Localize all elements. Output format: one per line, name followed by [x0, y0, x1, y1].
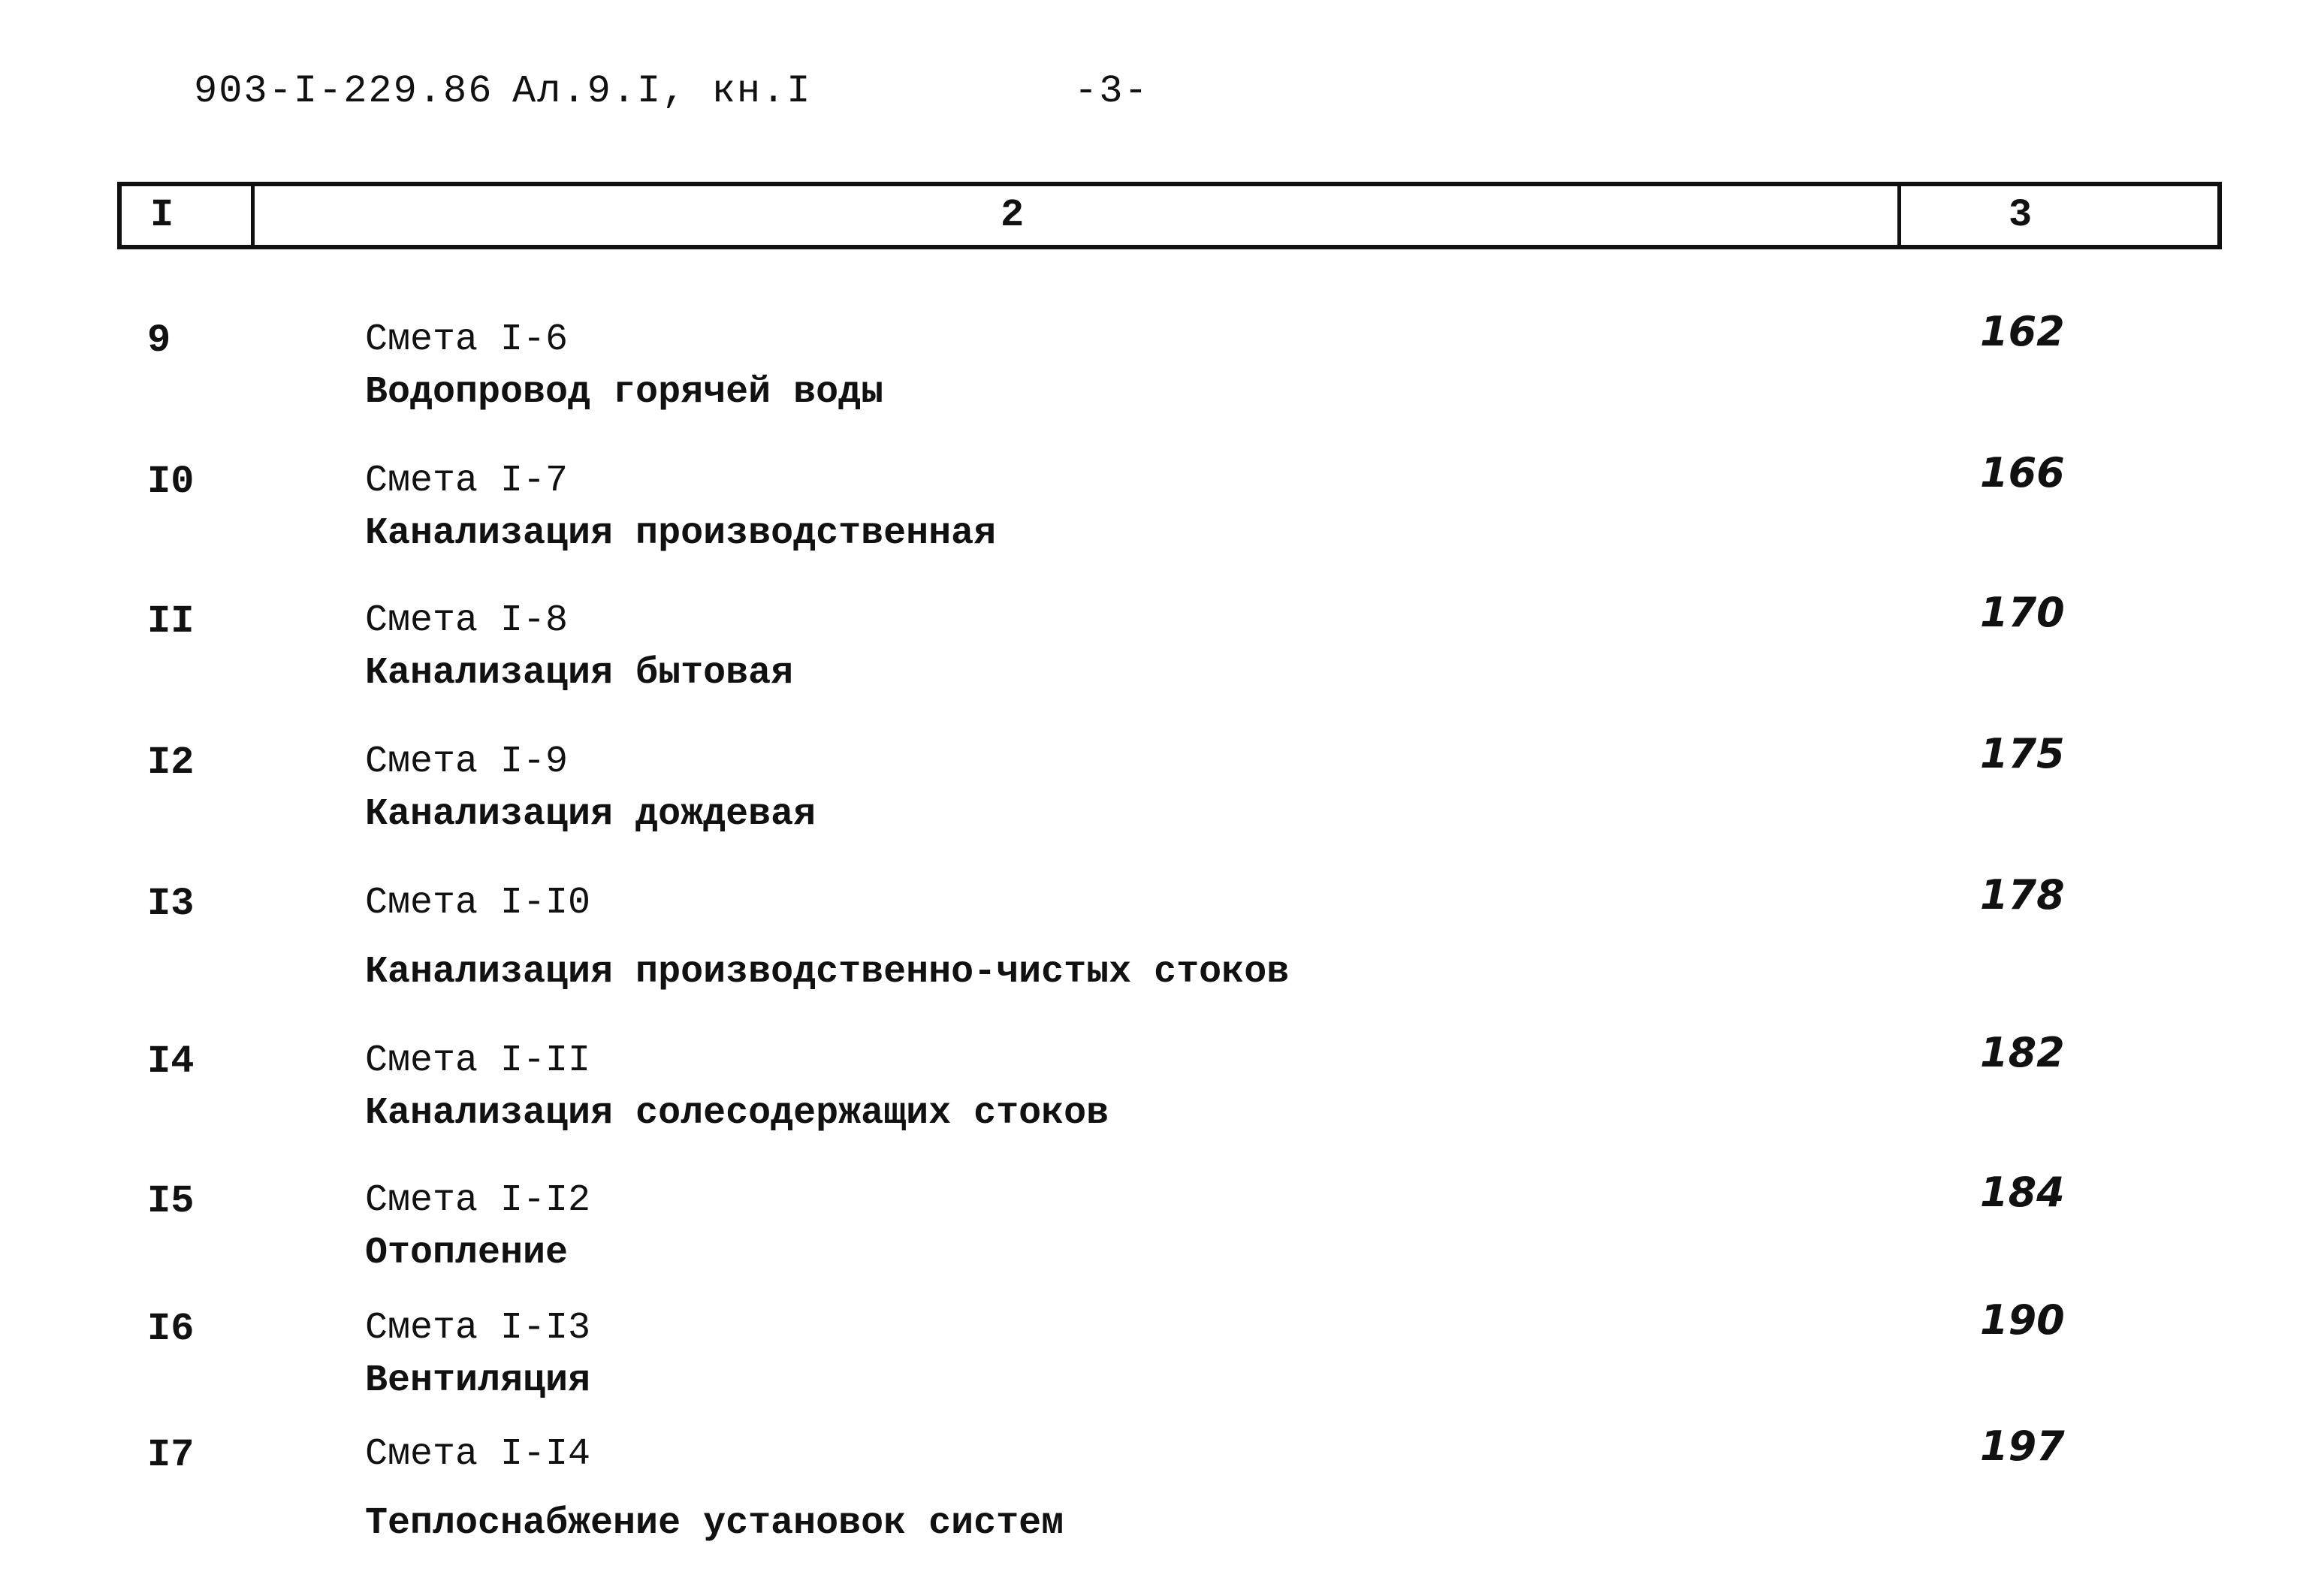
row-number: I5 — [147, 1179, 195, 1223]
row-page-number: 184 — [1980, 1169, 2065, 1216]
row-page-number: 170 — [1980, 589, 2065, 636]
table-row — [0, 449, 2306, 580]
column-divider — [1897, 186, 1901, 245]
estimate-title: Смета I-6 — [365, 318, 569, 361]
estimate-title: Смета I-9 — [365, 741, 569, 783]
table-row — [0, 589, 2306, 720]
row-number: I7 — [147, 1433, 195, 1477]
album-reference: Ал.9.I, кн.I — [512, 69, 812, 113]
estimate-title: Смета I-7 — [365, 460, 569, 502]
estimate-description: Теплоснабжение установок систем — [365, 1502, 1064, 1545]
row-page-number: 166 — [1980, 449, 2065, 496]
table-row — [0, 308, 2306, 439]
row-page-number: 175 — [1980, 730, 2065, 777]
estimate-description: Канализация производственно-чистых стоков — [365, 951, 1290, 994]
row-number: I3 — [147, 882, 195, 926]
row-page-number: 178 — [1980, 871, 2065, 919]
column-header-3: 3 — [2009, 193, 2033, 237]
table-row — [0, 1029, 2306, 1160]
column-header-1: I — [150, 193, 174, 237]
estimate-description: Канализация производственная — [365, 512, 997, 555]
row-number: I6 — [147, 1307, 195, 1351]
estimate-description: Вентиляция — [365, 1359, 591, 1402]
document-code: 903-I-229.86 — [194, 69, 493, 113]
row-page-number: 182 — [1980, 1029, 2065, 1076]
page-number: -3- — [1074, 69, 1149, 113]
row-page-number: 162 — [1980, 308, 2065, 355]
row-page-number: 197 — [1980, 1423, 2065, 1470]
estimate-description: Отопление — [365, 1232, 569, 1275]
estimate-title: Смета I-I2 — [365, 1179, 591, 1222]
row-page-number: 190 — [1980, 1296, 2065, 1344]
table-row — [0, 1169, 2306, 1299]
row-number: 9 — [147, 318, 171, 363]
column-header-row — [117, 182, 2222, 249]
table-row — [0, 871, 2306, 1002]
row-number: II — [147, 599, 195, 644]
table-row — [0, 1296, 2306, 1427]
estimate-title: Смета I-8 — [365, 599, 569, 642]
estimate-description: Канализация дождевая — [365, 793, 816, 836]
estimate-title: Смета I-I0 — [365, 882, 591, 925]
row-number: I0 — [147, 460, 195, 504]
row-number: I4 — [147, 1039, 195, 1084]
estimate-description: Канализация бытовая — [365, 652, 794, 695]
table-row — [0, 1423, 2306, 1553]
estimate-title: Смета I-I3 — [365, 1307, 591, 1350]
estimate-title: Смета I-I4 — [365, 1433, 591, 1476]
estimate-description: Канализация солесодержащих стоков — [365, 1092, 1109, 1135]
column-header-2: 2 — [1001, 193, 1025, 237]
column-divider — [251, 186, 255, 245]
estimate-title: Смета I-II — [365, 1039, 591, 1082]
table-row — [0, 730, 2306, 861]
estimate-description: Водопровод горячей воды — [365, 371, 884, 414]
row-number: I2 — [147, 741, 195, 785]
